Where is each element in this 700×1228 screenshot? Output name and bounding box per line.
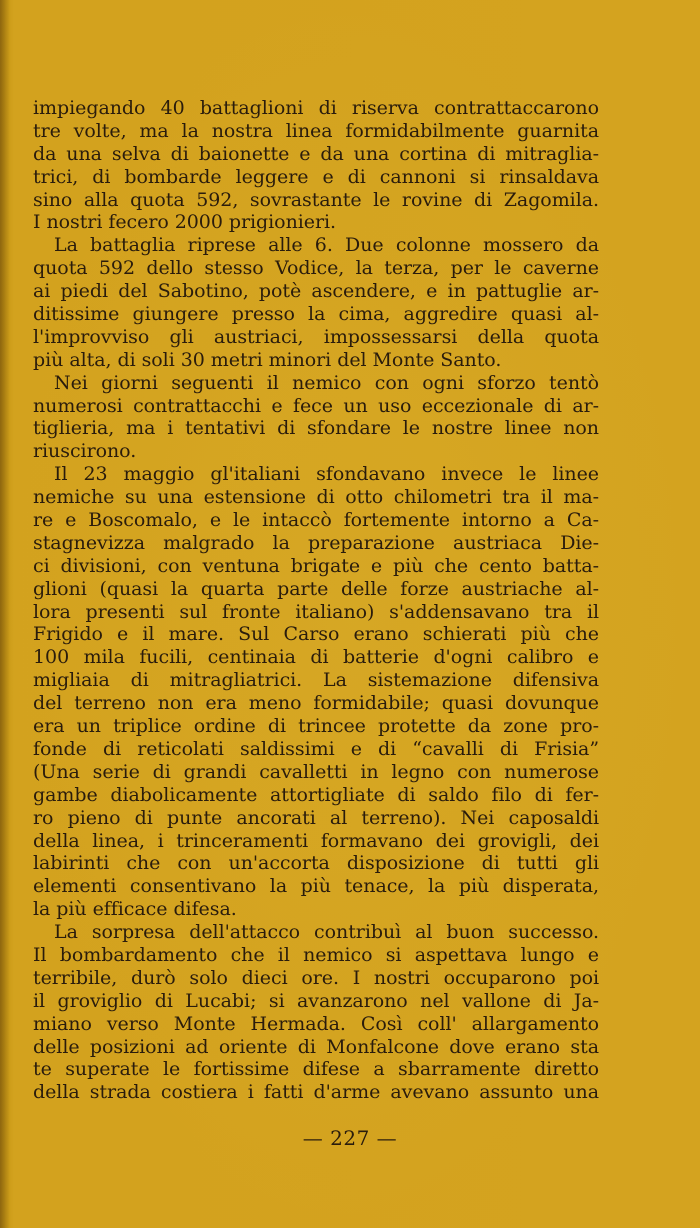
text-line: ditissime giungere presso la cima, aggredire quasi al- — [33, 303, 599, 326]
text-line: 100 mila fucili, centinaia di batterie d'ogni calibro e — [33, 646, 599, 669]
text-line: delle posizioni ad oriente di Monfalcone dove erano sta — [33, 1035, 599, 1058]
text-line: quota 592 dello stesso Vodice, la terza, per le caverne — [33, 257, 599, 280]
text-line: I nostri fecero 2000 prigionieri. — [33, 211, 337, 234]
text-line: Il 23 maggio gl'italiani sfondavano invece le linee — [54, 463, 599, 486]
text-line: migliaia di mitragliatrici. La sistemazione difensiva — [33, 669, 599, 692]
text-line: era un triplice ordine di trincee protette da zone pro- — [33, 715, 599, 738]
text-line: ai piedi del Sabotino, potè ascendere, e in pattuglie ar- — [33, 280, 599, 303]
text-line: riuscirono. — [33, 440, 137, 463]
text-line: glioni (quasi la quarta parte delle forze austriache al- — [33, 577, 599, 600]
text-line: impiegando 40 battaglioni di riserva contrattaccarono — [33, 97, 599, 119]
text-line: nemiche su una estensione di otto chilometri tra il ma- — [33, 486, 599, 509]
text-line: fonde di reticolati saldissimi e di “cavalli di Frisia” — [33, 737, 599, 760]
body-text — [33, 97, 599, 1104]
text-line: numerosi contrattacchi e fece un uso eccezionale di ar- — [33, 394, 599, 417]
text-line: sino alla quota 592, sovrastante le rovine di Zagomila. — [33, 188, 599, 211]
text-line: Frigido e il mare. Sul Carso erano schierati più che — [33, 623, 599, 646]
text-line: lora presenti sul fronte italiano) s'addensavano tra il — [33, 600, 599, 623]
text-line: elementi consentivano la più tenace, la più disperata, — [33, 875, 599, 898]
text-line: ro pieno di punte ancorati al terreno). Nei caposaldi — [33, 806, 599, 829]
text-line: ci divisioni, con ventuna brigate e più che cento batta- — [33, 554, 599, 577]
text-line: La sorpresa dell'attacco contribuì al buon successo. — [54, 921, 599, 944]
text-line: da una selva di baionette e da una cortina di mitraglia- — [33, 142, 599, 165]
text-line: trici, di bombarde leggere e di cannoni si rinsaldava — [33, 165, 599, 188]
paragraph — [33, 234, 599, 371]
text-line: della strada costiera i fatti d'arme avevano assunto una — [33, 1081, 599, 1104]
text-line: l'improvviso gli austriaci, impossessarsi della quota — [33, 325, 599, 348]
text-line: te superate le fortissime difese a sbarramente diretto — [33, 1058, 599, 1081]
paragraph — [33, 372, 599, 464]
text-line: tiglieria, ma i tentativi di sfondare le nostre linee non — [33, 417, 599, 440]
text-line: gambe diabolicamente attortigliate di saldo filo di fer- — [33, 783, 599, 806]
text-line: Il bombardamento che il nemico si aspettava lungo e — [33, 943, 599, 966]
text-line: Nei giorni seguenti il nemico con ogni sforzo tentò — [54, 371, 599, 394]
page-number: — 227 — — [302, 1126, 398, 1150]
text-line: la più efficace difesa. — [33, 898, 237, 921]
paragraph — [33, 463, 599, 921]
text-line: (Una serie di grandi cavalletti in legno con numerose — [33, 760, 599, 783]
text-line: La battaglia riprese alle 6. Due colonne mossero da — [54, 234, 599, 257]
text-line: miano verso Monte Hermada. Così coll' allargamento — [33, 1012, 599, 1035]
paragraph — [33, 921, 599, 1104]
text-line: del terreno non era meno formidabile; quasi dovunque — [33, 692, 599, 715]
text-line: tre volte, ma la nostra linea formidabilmente guarnita — [33, 119, 599, 142]
text-line: labirinti che con un'accorta disposizione di tutti gli — [33, 852, 599, 875]
paragraph — [33, 97, 599, 234]
page-binding-shadow — [0, 0, 10, 1228]
text-line: il groviglio di Lucabi; si avanzarono nel vallone di Ja- — [33, 989, 599, 1012]
text-line: stagnevizza malgrado la preparazione austriaca Die- — [33, 531, 599, 554]
text-line: re e Boscomalo, e le intaccò fortemente intorno a Ca- — [33, 509, 599, 532]
text-line: più alta, di soli 30 metri minori del Monte Santo. — [33, 348, 502, 371]
text-line: della linea, i trinceramenti formavano dei grovigli, dei — [33, 829, 599, 852]
text-line: terribile, durò solo dieci ore. I nostri occuparono poi — [33, 966, 599, 989]
